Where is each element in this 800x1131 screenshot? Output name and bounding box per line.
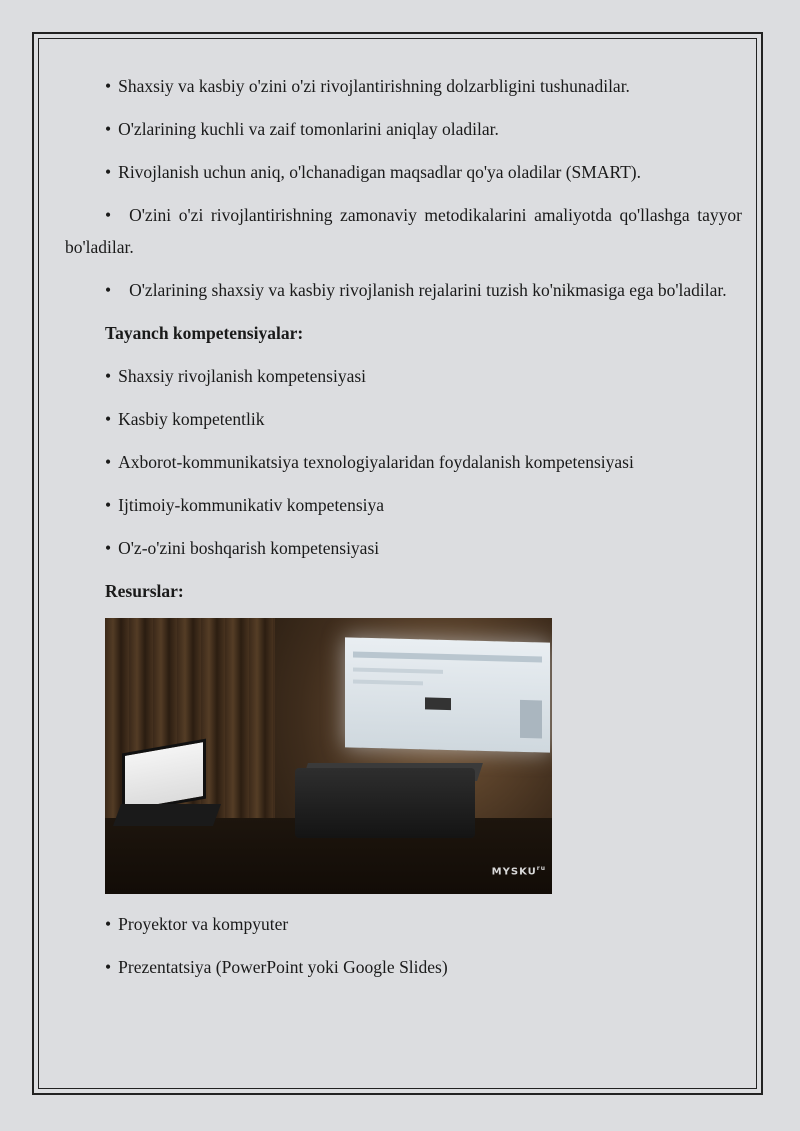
- competency-item: • Axborot-kommunikatsiya texnologiyalaridan foydalanish kompetensiyasi: [105, 452, 634, 472]
- bullet-dot: •: [105, 280, 112, 300]
- resources-heading: Resurslar:: [105, 581, 184, 601]
- bullet-dot: •: [105, 366, 112, 386]
- photo-watermark: $MYSKU^{ru}$: [491, 864, 546, 877]
- objective-item: • Rivojlanish uchun aniq, o'lchanadigan maqsadlar qo'ya oladilar (SMART).: [105, 162, 641, 182]
- objective-item: • O'zlarining kuchli va zaif tomonlarini aniqlay oladilar.: [105, 119, 499, 139]
- bullet-dot: •: [105, 452, 112, 472]
- projector-photo: [105, 618, 552, 894]
- bullet-dot: •: [105, 914, 112, 934]
- objective-item: • O'zini o'zi rivojlantirishning zamonaviy metodikalarini amaliyotda qo'llashga tayyor bo'ladilar.: [65, 205, 742, 257]
- laptop-base: [113, 804, 221, 826]
- document-body: [65, 70, 742, 994]
- competency-item: • Kasbiy kompetentlik: [105, 409, 265, 429]
- competency-item: • Shaxsiy rivojlanish kompetensiyasi: [105, 366, 367, 386]
- competency-item: • Ijtimoiy-kommunikativ kompetensiya: [105, 495, 385, 515]
- projector-body: [295, 768, 475, 838]
- bullet-dot: •: [105, 409, 112, 429]
- bullet-dot: •: [105, 205, 112, 225]
- bullet-dot: •: [105, 495, 112, 515]
- bullet-dot: •: [105, 76, 112, 96]
- resource-photo-wrapper: [65, 618, 742, 894]
- objective-item: • Shaxsiy va kasbiy o'zini o'zi rivojlantirishning dolzarbligini tushunadilar.: [105, 76, 630, 96]
- competency-item: • O'z-o'zini boshqarish kompetensiyasi: [105, 538, 380, 558]
- bullet-dot: •: [105, 119, 112, 139]
- bullet-dot: •: [105, 162, 112, 182]
- bullet-dot: •: [105, 538, 112, 558]
- resource-item: • Proyektor va kompyuter: [105, 914, 289, 934]
- competencies-heading: Tayanch kompetensiyalar:: [105, 323, 304, 343]
- bullet-dot: •: [105, 957, 112, 977]
- objective-item: • O'zlarining shaxsiy va kasbiy rivojlanish rejalarini tuzish ko'nikmasiga ega bo'ladilar.: [105, 280, 727, 300]
- resource-item: • Prezentatsiya (PowerPoint yoki Google Slides): [105, 957, 448, 977]
- projection-screen: [345, 637, 550, 752]
